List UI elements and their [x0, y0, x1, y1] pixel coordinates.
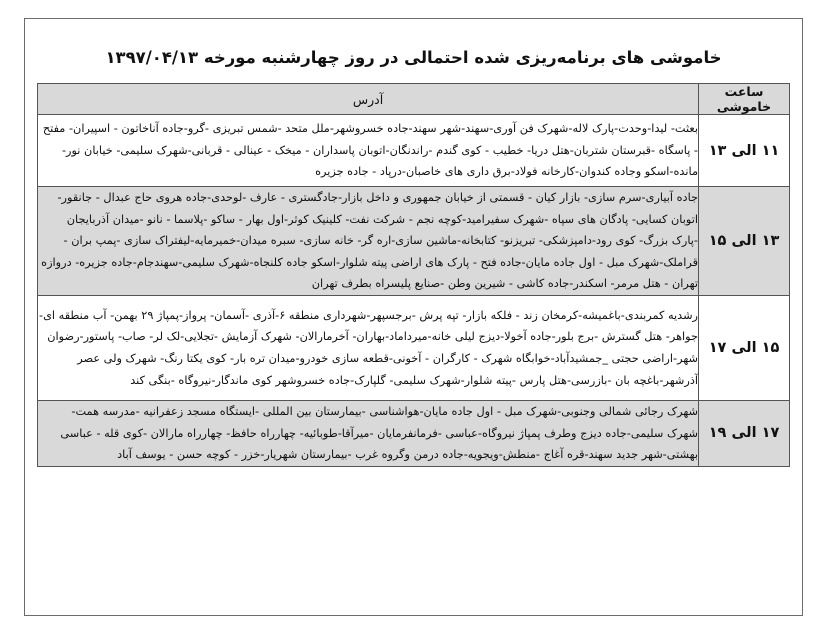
outage-time-cell: ۱۷ الی ۱۹ — [699, 400, 790, 466]
page-title: خاموشی های برنامه‌ریزی شده احتمالی در روز چهارشنبه مورخه ۱۳۹۷/۰۴/۱۳ — [105, 48, 722, 67]
outage-time-cell: ۱۱ الی ۱۳ — [699, 115, 790, 187]
document-frame — [24, 18, 803, 616]
address-cell: شهرک رجائی شمالی وجنوبی-شهرک مبل - اول جاده مایان-هواشناسی -بیمارستان بین المللی -ایستگاه مسجد زعفرانیه -مدرسه همت- شهرک سلیمی-جاده دیزج وطرف پمپاژ نیروگاه-عباسی -فرمانفرمایان -میرآقا-طوبائیه- چهارراه حافظ- چهارراه مارالان -کوی قله - عباسی بهشتی-شهر جدید سهند-قره آغاج -منطش-ویجویه-جاده درمن وگروه غرب -بیمارستان شهریار-خزر - کوچه حسن - یوسف آباد — [38, 400, 699, 466]
table-header-row — [38, 84, 790, 115]
address-cell: بعثت- لیدا-وحدت-پارک لاله-شهرک فن آوری-سهند-شهر سهند-جاده خسروشهر-ملل متحد -شمس تبریزی -گرو-جاده آناخاتون - اسپیران- مفتح - پاسگاه -قبرستان شتربان-هتل دریا- خطیب - کوی گندم -راندنگان-اتوبان پاسداران - میخک - عینالی - قربانی-شهرک سلیمی- خیابان نور- مانده-اسکو وجاده کندوان-کارخانه فولاد-برق داری های خاصبان-درپاد - جاده جزیره — [38, 115, 699, 187]
table-row — [38, 115, 790, 187]
outage-time-cell: ۱۳ الی ۱۵ — [699, 187, 790, 296]
table-row — [38, 187, 790, 296]
header-outage-time: ساعت خاموشی — [699, 84, 790, 115]
address-cell: جاده آبیاری-سرم سازی- بازار کیان - قسمتی از خیابان جمهوری و داخل بازار-جادگستری - عارف -لوحدی-جاده هروی حاج عبدال - جانقور-اتوبان کسایی- پادگان های سپاه -شهرک سفیرامید-کوچه نجم - شرکت نفت- کلینیک کوثر-اول بهار - ساکو -پلاسما - نانو -میدان آذربایجان -پارک بزرگ- کوی رود-دامپزشکی- تبریزنو- کتابخانه-ماشین سازی-اره گر- خانه سازی- سبره میدان-خمیرمایه-لیفتراک سازی -پمپ بران - قراملک-شهرک مبل - اول جاده مایان-جاده فتح - پارک های اراضی پیته شلوار-اسکو جاده کلنجاه-شهرک سلیمی-سهندجام-جاده جزیره- دروازه تهران - هتل مرمر- اسکندر-جاده کاشی - شیرین وطن -صنایع پلیسراه بطرف تهران — [38, 187, 699, 296]
header-address: آدرس — [38, 84, 699, 115]
table-row — [38, 295, 790, 400]
outage-time-cell: ۱۵ الی ۱۷ — [699, 295, 790, 400]
outage-schedule-table — [37, 83, 790, 467]
address-cell: رشدیه کمربندی-باغمیشه-کرمخان زند - فلکه بازار- تپه پرش -برجسپهر-شهرداری منطقه ۶-آذری -آسمان- پرواز-پمپاژ ۲۹ بهمن- آب منطقه ای-جواهر- هتل گسترش -برج بلور-جاده آخولا-دیزج لیلی خانه-میرداماد-بهاران- آخرمارالان- شهرک آزمایش -تجلایی-لک لر- صاب- پاستور-رضوان شهر-اراضی حجتی _جمشیدآباد-خوابگاه شهرک - کارگران - آخونی-قطعه سازی خودرو-میدان تره بار- کوی یکتا رنگ- شهرک ولی عصر آذرشهر-باغچه بان -بازرسی-هتل پارس -پیته شلوار-شهرک سلیمی- گلپارک-جاده خسروشهر کوی ماندگار-نیروگاه -بنگی کند — [38, 295, 699, 400]
table-row — [38, 400, 790, 466]
